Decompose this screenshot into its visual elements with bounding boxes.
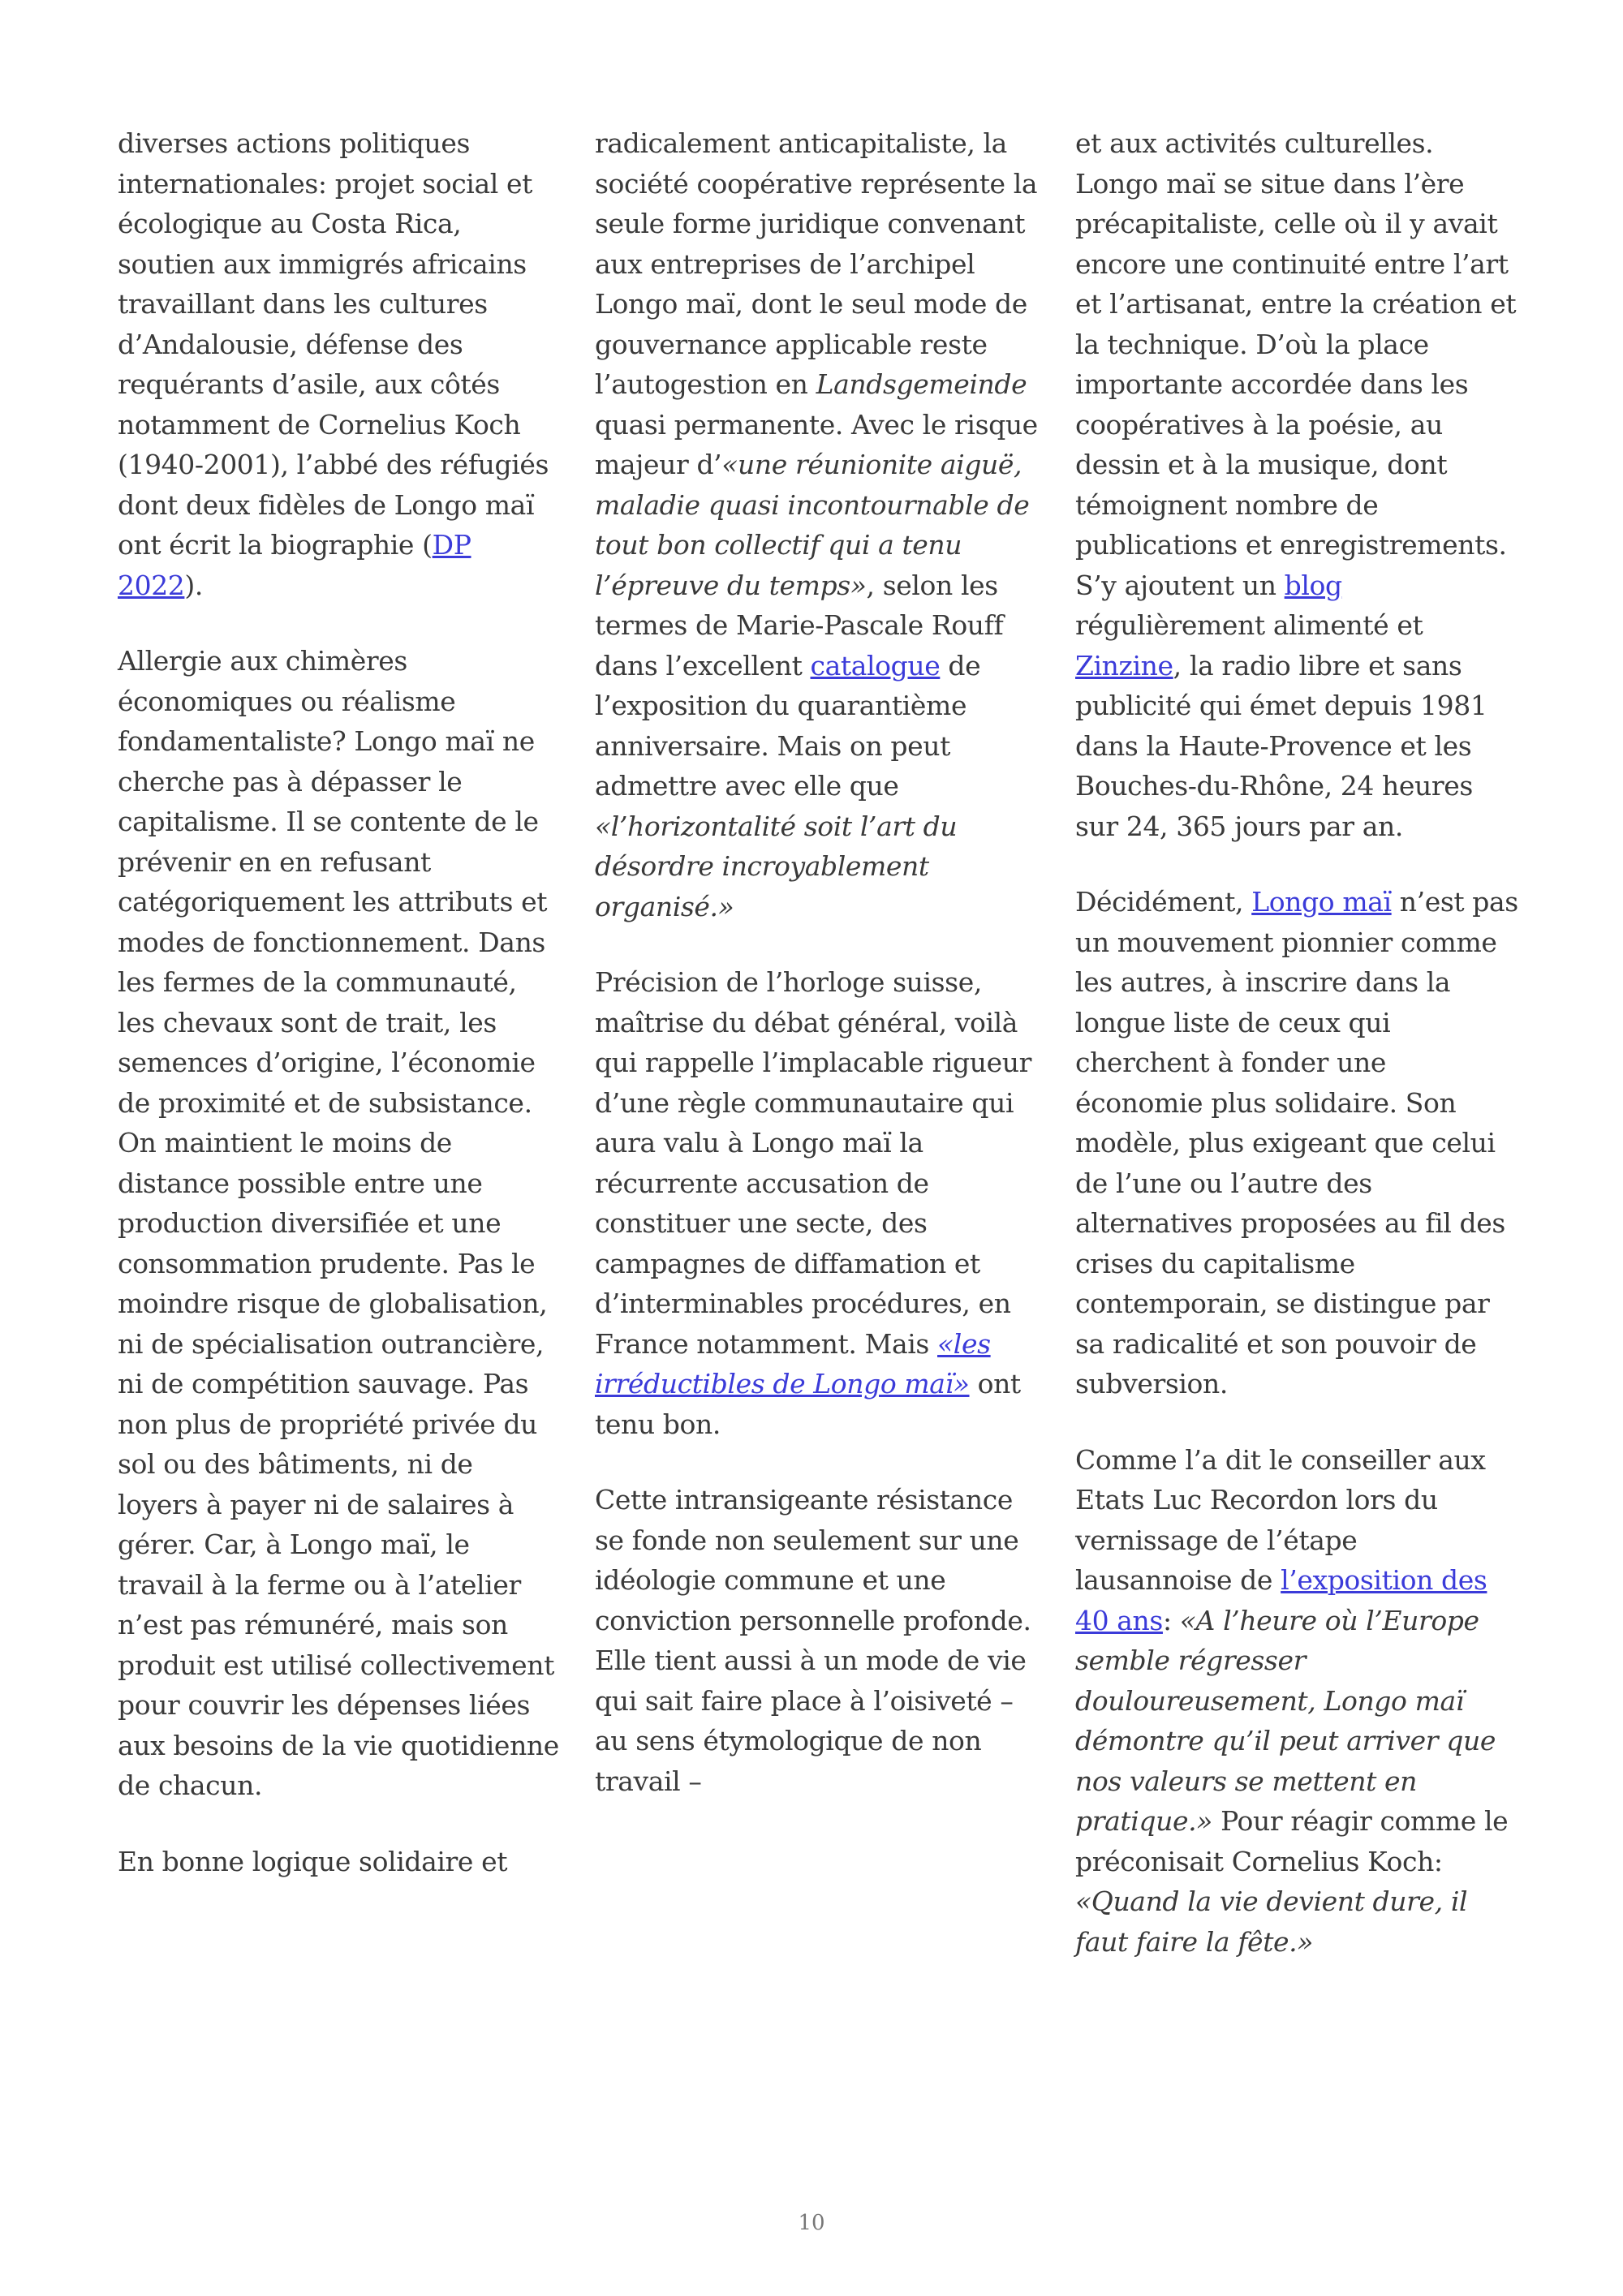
text: Comme l’a dit le conseiller aux Etats Luc Recordon lors du vernissage de l’étape lausannoise de bbox=[1075, 1443, 1486, 1596]
italic-quote: «une réunionite aiguë, maladie quasi incontournable de tout bon collectif qui a tenu l’épreuve du temps» bbox=[595, 449, 1030, 601]
text: et aux activités culturelles. Longo maï se situe dans l’ère précapitaliste, celle où il y avait encore une continuité entre l’art et l’artisanat, entre la création et la technique. D’où la place importante accordée dans les coopératives à la poésie, au dessin et à la musique, dont témoignent nombre de publications et enregistrements. S’y ajoutent un bbox=[1075, 127, 1517, 601]
italic-quote: «l’horizontalité soit l’art du désordre incroyablement organisé.» bbox=[595, 810, 958, 922]
italic-quote: «Quand la vie devient dure, il faut faire la fête.» bbox=[1075, 1885, 1468, 1958]
text: régulièrement alimenté et bbox=[1075, 609, 1423, 641]
text: ont tenu bon. bbox=[595, 1368, 1021, 1440]
text: de l’exposition du quarantième anniversaire. Mais on peut admettre avec elle que bbox=[595, 649, 981, 802]
paragraph bbox=[1075, 123, 1522, 846]
text: Décidément, bbox=[1075, 886, 1252, 918]
text: , la radio libre et sans publicité qui émet depuis 1981 dans la Haute-Provence et les Bouches-du-Rhône, 24 heures sur 24, 365 jours par an. bbox=[1075, 649, 1487, 842]
link-zinzine[interactable]: Zinzine bbox=[1075, 649, 1173, 681]
italic-text: Landsgemeinde bbox=[816, 368, 1027, 400]
page-number: 10 bbox=[798, 2211, 825, 2235]
text: quasi permanente. Avec le risque majeur d’ bbox=[595, 408, 1038, 480]
text: radicalement anticapitaliste, la société coopérative représente la seule forme juridique convenant aux entreprises de l’archipel Longo maï, dont le seul mode de gouvernance applicable reste l’autogestion en bbox=[595, 127, 1038, 400]
text: , selon les termes de Marie-Pascale Rouff dans l’excellent bbox=[595, 569, 1004, 681]
column-3 bbox=[1075, 123, 1522, 1997]
paragraph bbox=[595, 962, 1041, 1444]
paragraph: Cette intransigeante résistance se fonde non seulement sur une idéologie commune et une conviction personnelle profonde. Elle tient aussi à un mode de vie qui sait faire place à l’oisiveté – au sens étymologique de non travail – bbox=[595, 1484, 1031, 1797]
link-exposition-40-ans[interactable]: l’exposition des 40 ans bbox=[1075, 1564, 1487, 1636]
link-dp-2022[interactable]: DP 2022 bbox=[118, 529, 471, 601]
column-1 bbox=[118, 123, 560, 1917]
paragraph bbox=[118, 123, 560, 605]
paragraph bbox=[1075, 882, 1522, 1404]
link-catalogue[interactable]: catalogue bbox=[810, 649, 941, 681]
text: : bbox=[1162, 1604, 1180, 1636]
paragraph: Allergie aux chimères économiques ou réalisme fondamentaliste? Longo maï ne cherche pas à dépasser le capitalisme. Il se contente de le prévenir en en refusant catégoriquement les attributs et modes de fonctionnement. Dans les fermes de la communauté, les chevaux sont de trait, les semences d’origine, l’économie de proximité et de subsistance. On maintient le moins de distance possible entre une production diversifiée et une consommation prudente. Pas le moindre risque de globalisation, ni de spécialisation outrancière, ni de compétition sauvage. Pas non plus de propriété privée du sol ou des bâtiments, ni de loyers à payer ni de salaires à gérer. Car, à Longo maï, le travail à la ferme ou à l’atelier n’est pas rémunéré, mais son produit est utilisé collectivement pour couvrir les dépenses liées aux besoins de la vie quotidienne de chacun. bbox=[118, 645, 559, 1801]
link-longo-mai[interactable]: Longo maï bbox=[1251, 886, 1392, 918]
paragraph bbox=[1075, 1440, 1522, 1963]
text: Précision de l’horloge suisse, maîtrise du débat général, voilà qui rappelle l’implacable rigueur d’une règle communautaire qui aura valu à Longo maï la récurrente accusation de constituer une secte, des campagnes de diffamation et d’interminables procédures, en France notamment. Mais bbox=[595, 966, 1031, 1360]
paragraph bbox=[595, 123, 1041, 927]
text: n’est pas un mouvement pionnier comme les autres, à inscrire dans la longue liste de ceux qui cherchent à fonder une économie plus solidaire. Son modèle, plus exigeant que celui de l’une ou l’autre des alternatives proposées au fil des crises du capitalisme contemporain, se distingue par sa radicalité et son pouvoir de subversion. bbox=[1075, 886, 1518, 1400]
text: Pour réagir comme le préconisait Cornelius Koch: bbox=[1075, 1805, 1509, 1877]
text: diverses actions politiques internationales: projet social et écologique au Costa Rica, soutien aux immigrés africains travaillant dans les cultures d’Andalousie, défense des requérants d’asile, aux côtés notamment de Cornelius Koch (1940-2001), l’abbé des réfugiés dont deux fidèles de Longo maï ont écrit la biographie ( bbox=[118, 127, 549, 561]
paragraph: En bonne logique solidaire et bbox=[118, 1845, 508, 1877]
text: ). bbox=[184, 569, 203, 601]
column-2 bbox=[595, 123, 1041, 1837]
link-blog[interactable]: blog bbox=[1284, 569, 1342, 601]
link-text: «les irréductibles de Longo maï» bbox=[595, 1327, 991, 1400]
italic-quote: «A l’heure où l’Europe semble régresser douloureusement, Longo maï démontre qu’il peut arriver que nos valeurs se mettent en pratique.» bbox=[1075, 1604, 1496, 1837]
